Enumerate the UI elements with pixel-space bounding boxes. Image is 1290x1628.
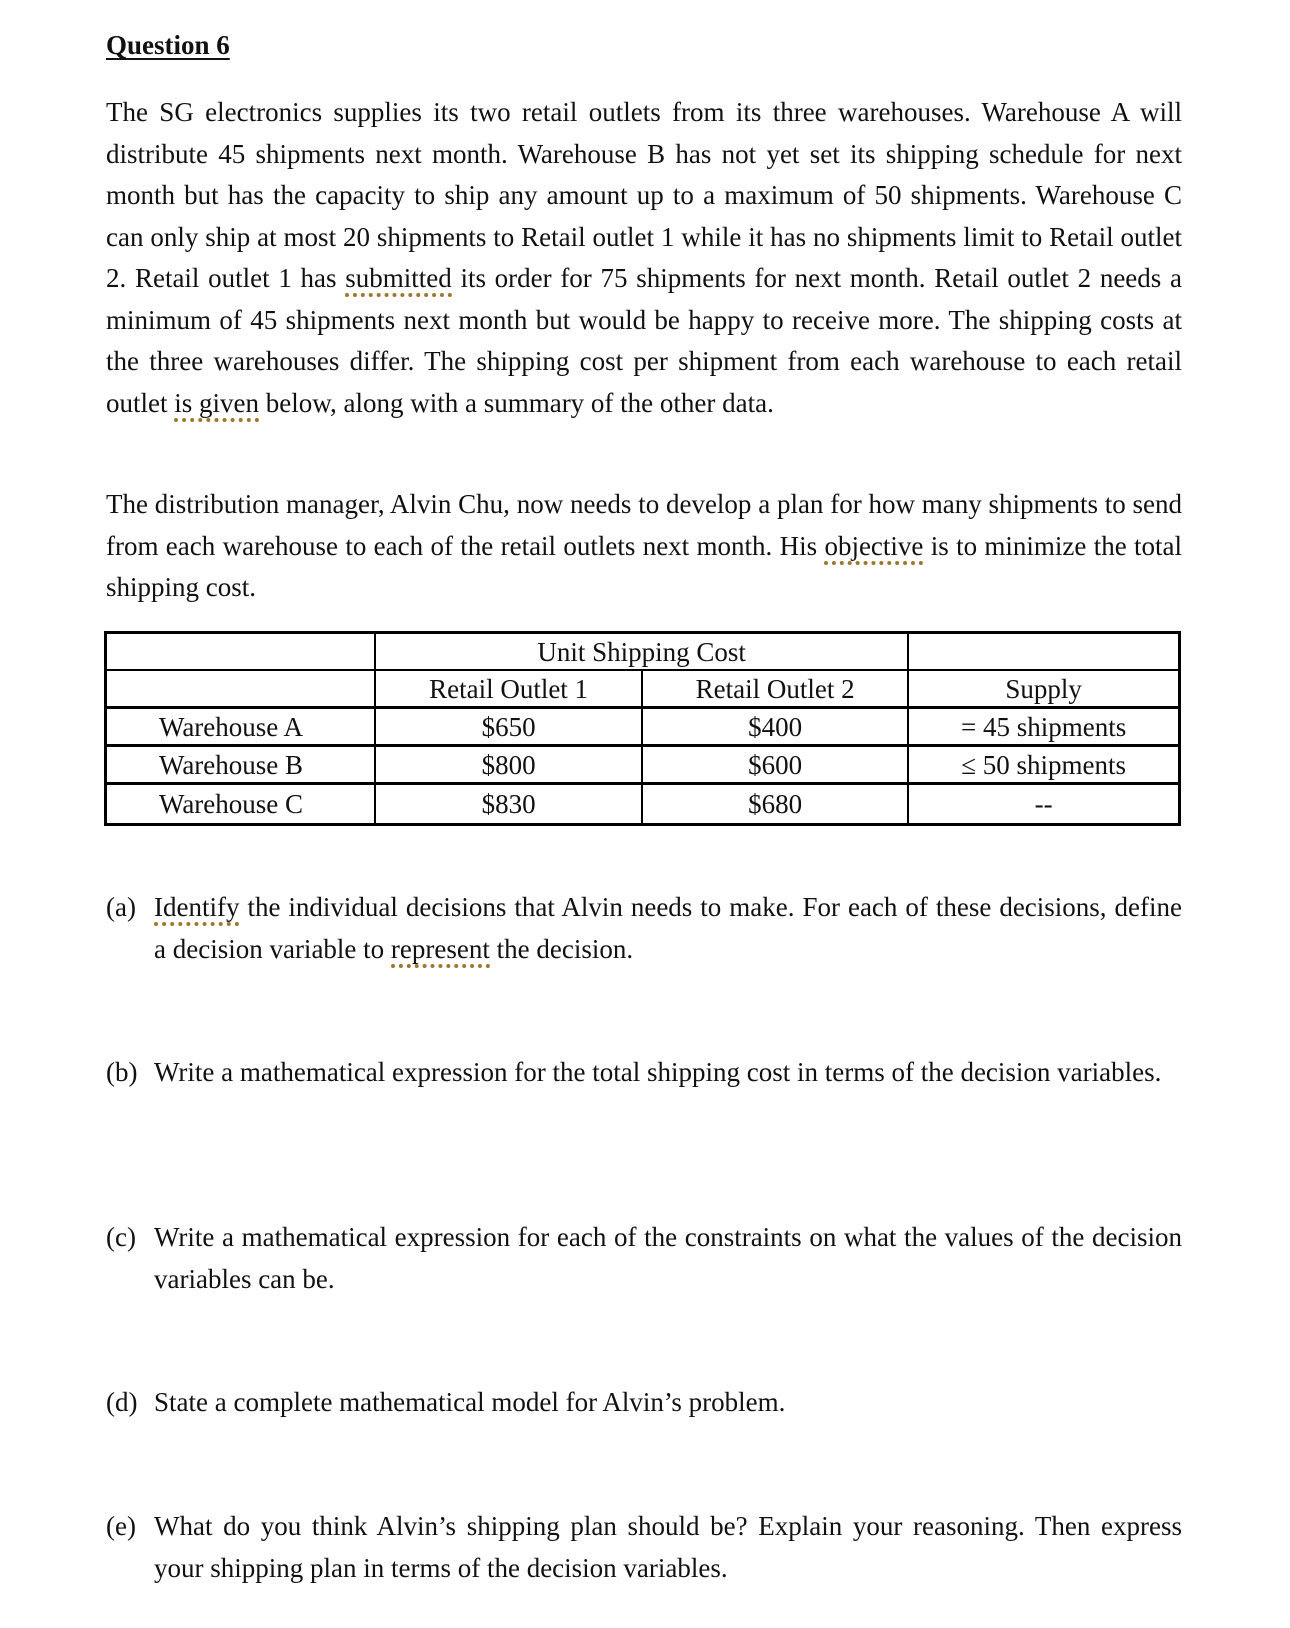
text: the decision. bbox=[489, 933, 634, 964]
question-c bbox=[106, 1217, 1182, 1300]
question-label: (a) bbox=[106, 892, 136, 922]
question-label: (b) bbox=[106, 1057, 138, 1087]
question-text: State a complete mathematical model for Alvin’s problem. bbox=[154, 1387, 786, 1417]
question-d bbox=[106, 1382, 1182, 1424]
empty-cell bbox=[106, 670, 376, 708]
column-header: Retail Outlet 1 bbox=[375, 670, 642, 708]
cell: $400 bbox=[642, 708, 908, 746]
table-row bbox=[106, 746, 1180, 784]
table-row bbox=[106, 784, 1180, 825]
cell: $830 bbox=[375, 784, 642, 825]
text: the individual decisions that Alvin needs to make. For each of these decisions, define a decision variable to bbox=[154, 892, 1182, 964]
question-e bbox=[106, 1506, 1182, 1589]
spellcheck-word: represent bbox=[391, 934, 490, 968]
column-header: Supply bbox=[908, 670, 1179, 708]
question-a bbox=[106, 887, 1182, 970]
row-label: Warehouse B bbox=[106, 746, 376, 784]
cell: $600 bbox=[642, 746, 908, 784]
text: its order for 75 shipments for next month. Retail outlet 2 needs a minimum of 45 shipments next month but would be happy to receive more. The shipping costs at the three warehouses differ. The shipping cost per shipment from each warehouse to each retail outlet bbox=[106, 263, 1182, 418]
row-label: Warehouse A bbox=[106, 708, 376, 746]
cell: $650 bbox=[375, 708, 642, 746]
cell: = 45 shipments bbox=[908, 708, 1179, 746]
empty-cell bbox=[106, 633, 376, 671]
question-label: (d) bbox=[106, 1387, 138, 1417]
cell: $680 bbox=[642, 784, 908, 825]
text: below, along with a summary of the other data. bbox=[259, 387, 774, 418]
spellcheck-word: is given bbox=[174, 388, 259, 422]
problem-paragraph bbox=[106, 92, 1182, 424]
text: The distribution manager, Alvin Chu, now needs to develop a plan for how many shipments to send from each warehouse to each of the retail outlets next month. His bbox=[106, 489, 1182, 561]
cell: $800 bbox=[375, 746, 642, 784]
empty-cell bbox=[908, 633, 1179, 671]
shipping-cost-table bbox=[104, 631, 1181, 826]
spellcheck-word: Identify bbox=[154, 892, 239, 926]
cell: ≤ 50 shipments bbox=[908, 746, 1179, 784]
question-text: Write a mathematical expression for each of the constraints on what the values of the decision variables can be. bbox=[154, 1222, 1182, 1294]
table-row bbox=[106, 708, 1180, 746]
question-label: (c) bbox=[106, 1222, 136, 1252]
text: is to minimize the total shipping cost. bbox=[106, 530, 1182, 602]
objective-paragraph bbox=[106, 484, 1182, 609]
spellcheck-word: submitted bbox=[345, 263, 452, 297]
text: The SG electronics supplies its two retail outlets from its three warehouses. Warehouse A will distribute 45 shipments next month. Warehouse B has not yet set its shipping schedule for next month but has the capacity to ship any amount up to a maximum of 50 shipments. Warehouse C can only ship at most 20 shipments to Retail outlet 1 while it has no shipments limit to Retail outlet 2. Retail outlet 1 has bbox=[106, 97, 1182, 293]
question-b bbox=[106, 1052, 1182, 1094]
question-text: Write a mathematical expression for the total shipping cost in terms of the decision variables. bbox=[154, 1057, 1162, 1087]
group-header: Unit Shipping Cost bbox=[375, 633, 908, 671]
spellcheck-word: objective bbox=[824, 531, 923, 565]
row-label: Warehouse C bbox=[106, 784, 376, 825]
cell: -- bbox=[908, 784, 1179, 825]
column-header: Retail Outlet 2 bbox=[642, 670, 908, 708]
question-label: (e) bbox=[106, 1511, 136, 1541]
question-text: What do you think Alvin’s shipping plan should be? Explain your reasoning. Then express your shipping plan in terms of the decision variables. bbox=[154, 1511, 1182, 1583]
question-title: Question 6 bbox=[106, 30, 230, 60]
